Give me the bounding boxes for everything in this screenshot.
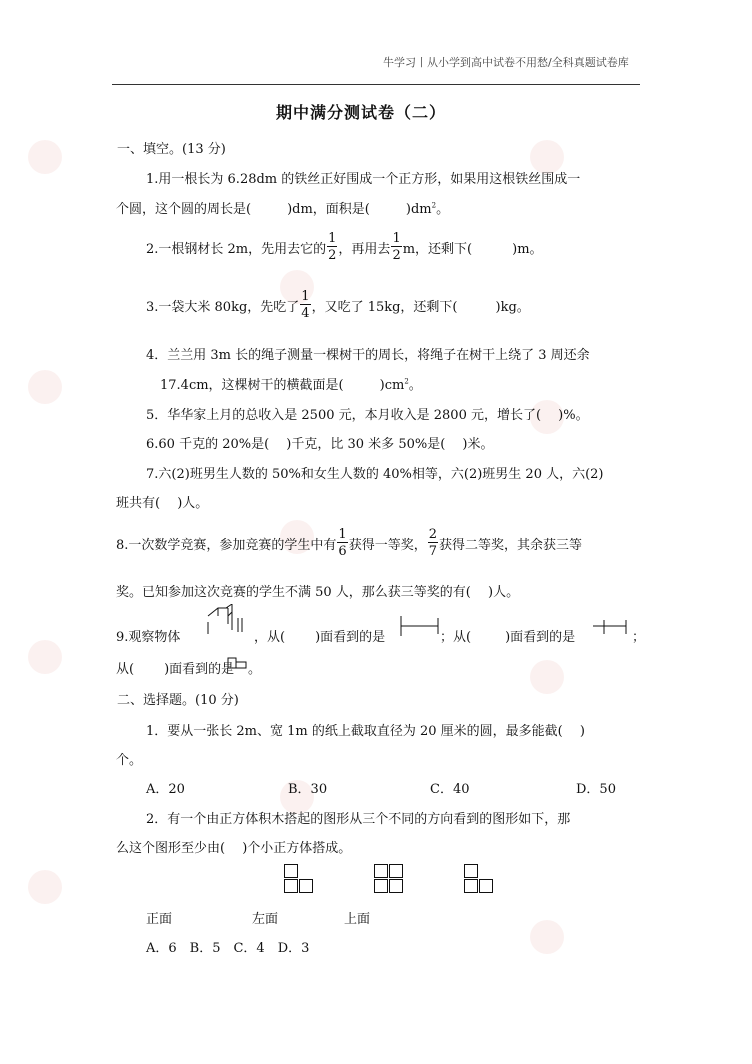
watermark-logo — [530, 920, 564, 954]
q5-line: 5．华华家上月的总收入是 2500 元，本月收入是 2800 元，增长了( )%。 — [146, 408, 589, 423]
view-figure-1 — [400, 614, 440, 638]
3d-object-figure — [198, 604, 248, 638]
section1-heading: 一、填空。(13 分) — [117, 142, 226, 157]
watermark-logo — [530, 660, 564, 694]
watermark-logo — [28, 870, 62, 904]
label-left: 左面 — [252, 912, 279, 927]
q9-text-c: ；从( )面看到的是 — [440, 630, 576, 645]
watermark-logo — [28, 140, 62, 174]
q8-line2: 奖。已知参加这次竞赛的学生不满 50 人，那么获三等奖的有( )人。 — [116, 585, 520, 600]
left-view-figure — [374, 864, 408, 896]
q1-line1: 1.用一根长为 6.28dm 的铁丝正好围成一个正方形，如果用这根铁丝围成一 — [146, 172, 581, 187]
header-divider — [112, 84, 640, 85]
fraction-2-7: $\frac{2}{7}$ — [428, 527, 437, 559]
view-figure-2 — [592, 618, 628, 638]
s2-q1-option-d: D．50 — [576, 782, 616, 797]
top-view-figure — [464, 864, 498, 896]
page-title: 期中满分测试卷（二） — [276, 103, 447, 122]
fraction-1-2: $\frac{1}{2}$ — [392, 231, 401, 263]
front-view-figure — [284, 864, 318, 896]
q8-line1: 8.一次数学竞赛，参加竞赛的学生中有 $\frac{1}{6}$ 获得一等奖， $\frac{2}{7}$ 获得二等奖，其余获三等 — [116, 527, 582, 559]
s2-q1-option-b: B．30 — [288, 782, 328, 797]
q7-line1: 7.六(2)班男生人数的 50%和女生人数的 40%相等，六(2)班男生 20 人，六(2) — [146, 467, 604, 482]
s2-q2-line2: 么这个图形至少由( )个小正方体搭成。 — [116, 841, 352, 856]
q9-line2: 从( )面看到的是 — [116, 662, 235, 677]
fraction-1-6: $\frac{1}{6}$ — [338, 527, 347, 559]
q9-text-a: 9.观察物体 — [116, 630, 181, 645]
q7-line2: 班共有( )人。 — [116, 496, 209, 511]
q2-line: 2.一根钢材长 2m，先用去它的 $\frac{1}{2}$ ，再用去 $\frac{1}{2}$ m，还剩下( )m。 — [146, 231, 543, 263]
s2-q1-line2: 个。 — [116, 753, 143, 768]
s2-q1-option-a: A．20 — [146, 782, 185, 797]
s2-q1-option-c: C．40 — [430, 782, 470, 797]
label-top: 上面 — [344, 912, 371, 927]
q9-text-d: ； — [632, 630, 646, 645]
fraction-1-4: $\frac{1}{4}$ — [301, 289, 310, 321]
fraction-1-2: $\frac{1}{2}$ — [328, 231, 337, 263]
q9-line2-end: 。 — [248, 662, 262, 677]
watermark-logo — [28, 370, 62, 404]
q3-line: 3.一袋大米 80kg，先吃了 $\frac{1}{4}$ ，又吃了 15kg，还剩下( )kg。 — [146, 289, 530, 321]
q4-line2: 17.4cm，这棵树干的横截面是( )$cm^2$。 — [160, 377, 422, 393]
q6-line: 6.60 千克的 20%是( )千克，比 30 米多 50%是( )米。 — [146, 437, 494, 452]
watermark-logo — [28, 640, 62, 674]
s2-q2-options: A．6 B．5 C．4 D．3 — [146, 941, 310, 956]
header-text: 牛学习丨从小学到高中试卷不用愁/全科真题试卷库 — [383, 56, 629, 69]
view-figure-3 — [226, 652, 248, 672]
q9-text-b: ，从( )面看到的是 — [254, 630, 386, 645]
label-front: 正面 — [146, 912, 173, 927]
s2-q2-line1: 2．有一个由正方体积木搭起的图形从三个不同的方向看到的图形如下，那 — [146, 812, 571, 827]
section2-heading: 二、选择题。(10 分) — [117, 693, 239, 708]
q4-line1: 4．兰兰用 3m 长的绳子测量一棵树干的周长，将绳子在树干上绕了 3 周还余 — [146, 348, 590, 363]
q1-line2: 个圆，这个圆的周长是( )dm，面积是( )$dm^2$。 — [116, 201, 450, 217]
s2-q1-line1: 1．要从一张长 2m、宽 1m 的纸上截取直径为 20 厘米的圆，最多能截( ) — [146, 724, 585, 739]
